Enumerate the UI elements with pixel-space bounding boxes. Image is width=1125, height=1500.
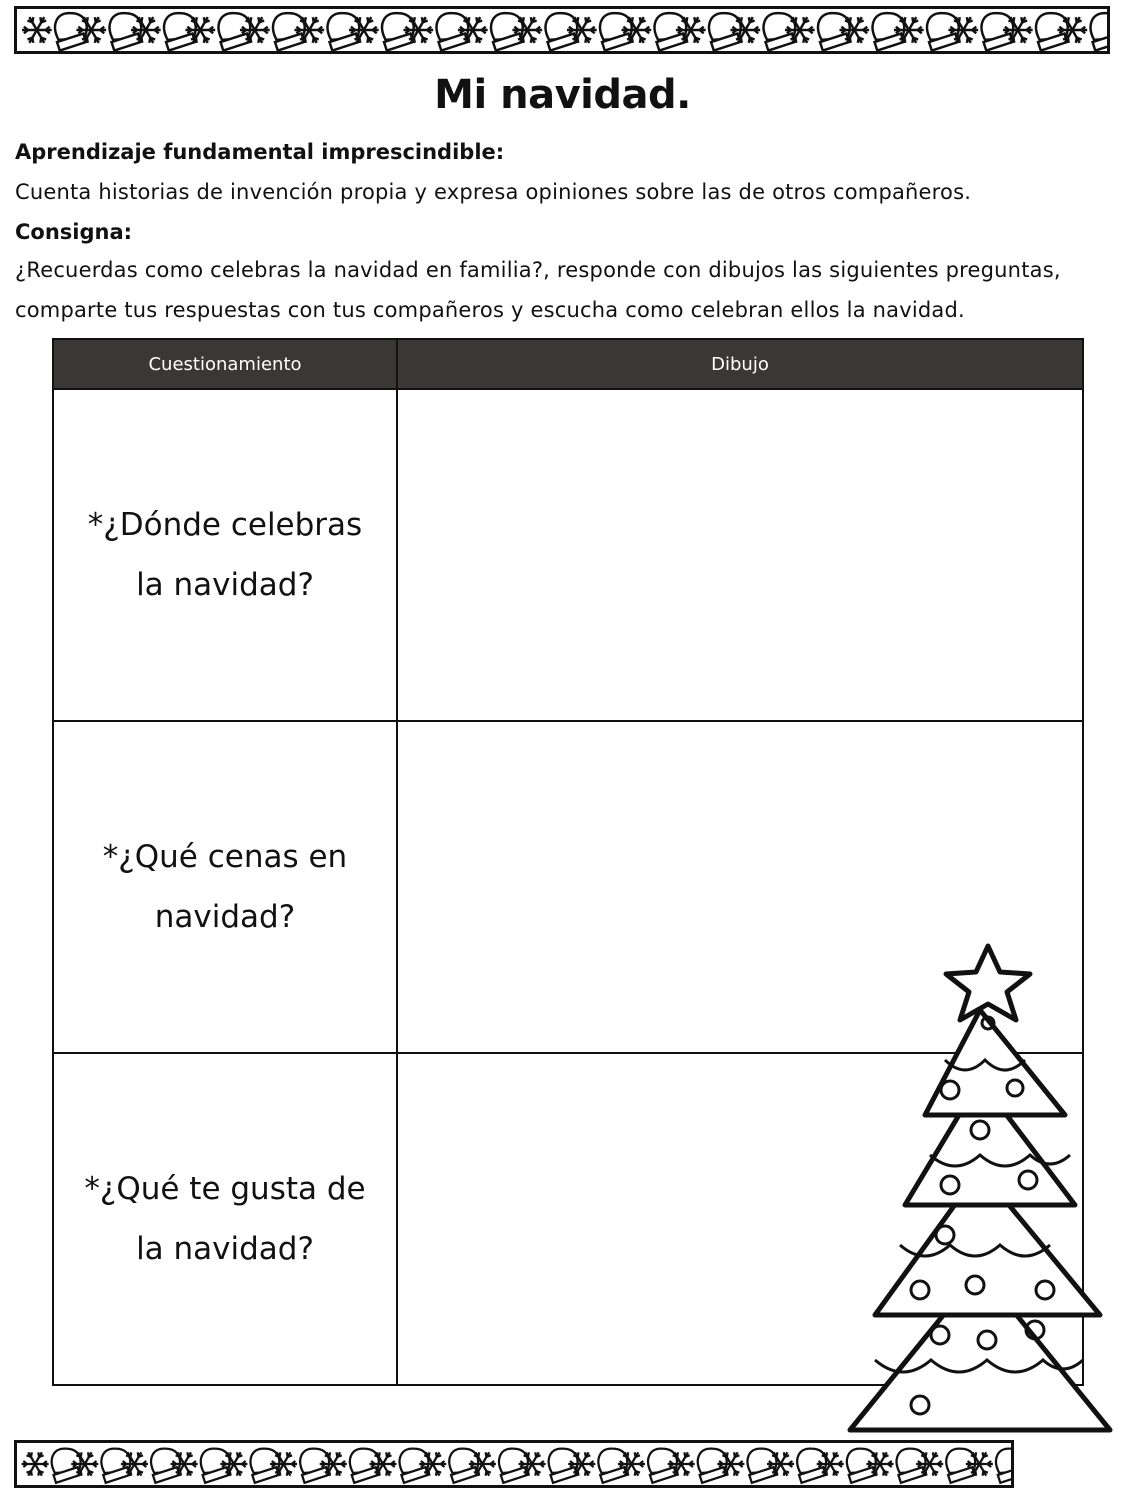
table-header-row [53,339,1083,389]
question-text: *¿Qué cenas en navidad? [102,839,348,935]
christmas-tree-icon [840,940,1120,1440]
question-text: *¿Qué te gusta de la navidad? [84,1171,366,1267]
header-questions: Cuestionamiento [53,339,397,389]
bottom-decorative-border [14,1440,1014,1488]
snowflake-icon [22,1452,49,1475]
question-cell [53,721,397,1053]
question-cell [53,389,397,721]
instruction-line-1: ¿Recuerdas como celebras la navidad en familia?, responde con dibujos las siguientes preguntas, [15,258,1061,282]
mitten-icon [996,1449,1011,1483]
top-decorative-border [14,6,1110,54]
border-pattern [17,1443,1011,1485]
mitten-icon [1091,13,1107,50]
instruction-label: Consigna: [15,220,133,244]
border-pattern [17,9,1107,51]
question-cell [53,1053,397,1385]
learning-text: Cuenta historias de invención propia y expresa opiniones sobre las de otros compañeros. [15,180,972,204]
snowflake-icon [22,17,52,43]
header-drawing: Dibujo [397,339,1083,389]
table-row [53,389,1083,721]
page-title: Mi navidad. [434,72,691,118]
learning-label: Aprendizaje fundamental imprescindible: [15,140,505,164]
question-text: *¿Dónde celebras la navidad? [87,507,363,603]
drawing-area[interactable] [397,389,1083,721]
instruction-line-2: comparte tus respuestas con tus compañeros y escucha como celebran ellos la navidad. [15,298,965,322]
